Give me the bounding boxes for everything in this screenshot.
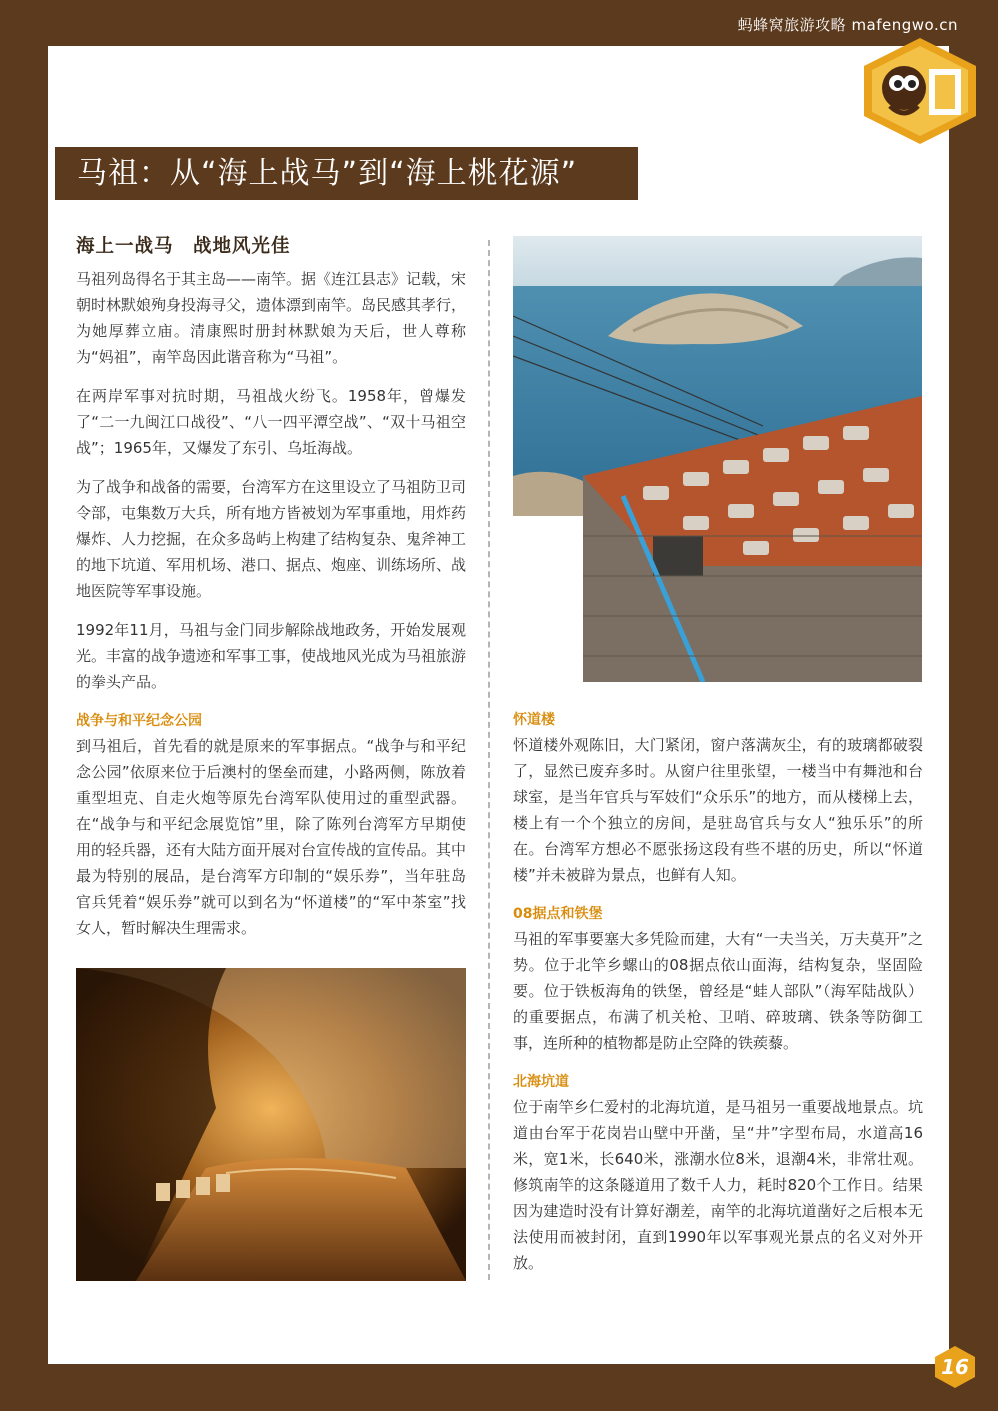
- tunnel-photo: [76, 968, 466, 1281]
- paragraph: 怀道楼外观陈旧，大门紧闭，窗户落满灰尘，有的玻璃都破裂了，显然已废弃多时。从窗户往里张望，一楼当中有舞池和台球室，是当年官兵与军妓们“众乐乐”的地方，而从楼梯上去，楼上有一个个独立的房间，是驻岛官兵与女人“独乐乐”的所在。台湾军方想必不愿张扬这段有些不堪的历史，所以“怀道楼”并未被辟为景点，也鲜有人知。: [513, 736, 923, 884]
- paragraph: 马祖列岛得名于其主岛——南竿。据《连江县志》记载，宋朝时林默娘殉身投海寻父，遗体漂到南竿。岛民感其孝行，为她厚葬立庙。清康熙时册封林默娘为天后，世人尊称为“妈祖”，南竿岛因此谐音称为“马祖”。: [76, 270, 467, 366]
- page-title: 马祖：从“海上战马”到“海上桃花源”: [55, 147, 638, 200]
- subheading-beihai-tunnel: 北海坑道: [513, 1074, 569, 1090]
- subheading-memorial-park: 战争与和平纪念公园: [76, 713, 202, 729]
- paragraph: 在两岸军事对抗时期，马祖战火纷飞。1958年，曾爆发了“二一九闽江口战役”、“八一四平潭空战”、“双十马祖空战”；1965年，又爆发了东引、乌坵海战。: [76, 387, 466, 457]
- paragraph: 为了战争和战备的需要，台湾军方在这里设立了马祖防卫司令部，屯集数万大兵，所有地方皆被划为军事重地，用炸药爆炸、人力挖掘，在众多岛屿上构建了结构复杂、鬼斧神工的地下坑道、军用机场、港口、据点、炮座、训练场所、战地医院等军事设施。: [76, 478, 467, 600]
- brand-label: 蚂蜂窝旅游攻略 mafengwo.cn: [737, 16, 958, 34]
- page-number: 16: [941, 1355, 969, 1379]
- paragraph: 马祖的军事要塞大多凭险而建，大有“一夫当关，万夫莫开”之势。位于北竿乡螺山的08据点依山面海，结构复杂，坚固险要。位于铁板海角的铁堡，曾经是“蛙人部队”（海军陆战队）的重要据点，布满了机关枪、卫哨、碎玻璃、铁条等防御工事，连所种的植物都是防止空降的铁蒺藜。: [513, 930, 923, 1052]
- paragraph: 到马祖后，首先看的就是原来的军事据点。“战争与和平纪念公园”依原来位于后澳村的堡垒而建，小路两侧，陈放着重型坦克、自走火炮等原先台湾军队使用过的重型武器。在“战争与和平纪念展览馆”里，除了陈列台湾军方早期使用的轻兵器，还有大陆方面开展对台宣传战的宣传品。其中最为特别的展品，是台湾军方印制的“娱乐券”，当年驻岛官兵凭着“娱乐券”就可以到名为“怀道楼”的“军中茶室”找女人，暂时解决生理需求。: [76, 737, 467, 937]
- paragraph: 位于南竿乡仁爱村的北海坑道，是马祖另一重要战地景点。坑道由台军于花岗岩山壁中开凿，呈“井”字型布局，水道高16米，宽1米，长640米，涨潮水位8米，退潮4米，非常壮观。修筑南竿的这条隧道用了数千人力，耗时820个工作日。结果因为建造时没有计算好潮差，南竿的北海坑道凿好之后根本无法使用而被封闭，直到1990年以军事观光景点的名义对外开放。: [513, 1098, 923, 1272]
- column-divider: [488, 240, 490, 1280]
- left-column: [76, 234, 466, 954]
- right-column: [513, 708, 923, 1289]
- section-title: 海上一战马 战地风光佳: [76, 236, 291, 257]
- mafengwo-logo-icon: [860, 36, 980, 146]
- subheading-huaidao-building: 怀道楼: [513, 712, 555, 728]
- subheading-stronghold-08: 08据点和铁堡: [513, 906, 603, 922]
- page-number-badge: [934, 1345, 976, 1389]
- paragraph: 1992年11月，马祖与金门同步解除战地政务，开始发展观光。丰富的战争遗迹和军事工事，使战地风光成为马祖旅游的拳头产品。: [76, 621, 467, 691]
- island-roof-photo: [513, 236, 922, 682]
